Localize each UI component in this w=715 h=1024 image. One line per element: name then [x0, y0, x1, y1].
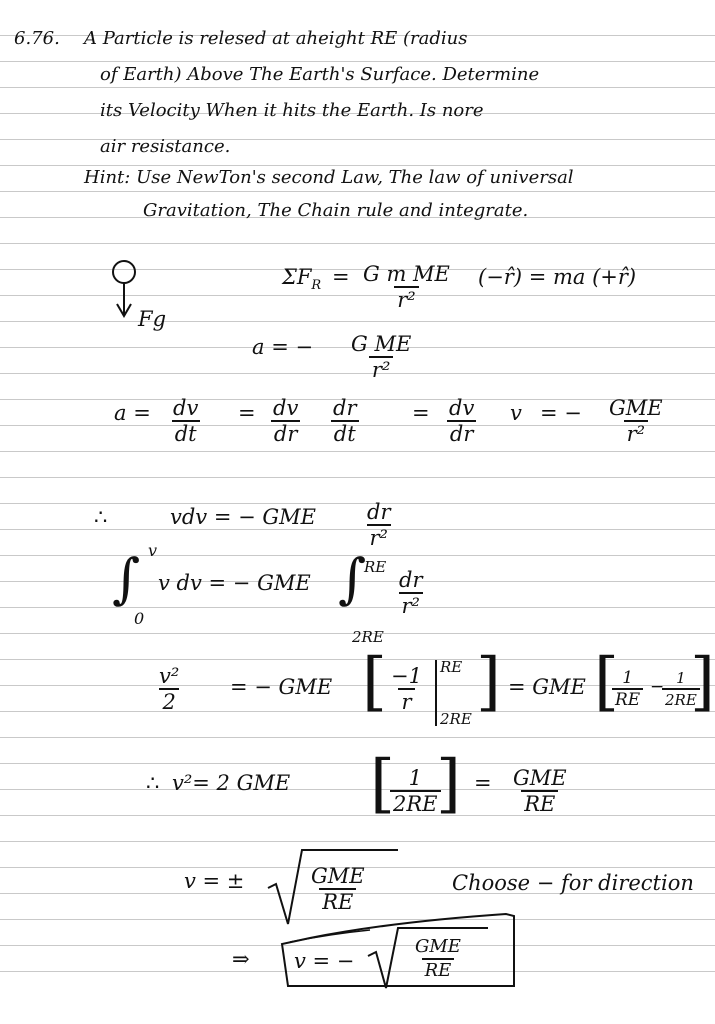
force-label: Fg [138, 307, 167, 331]
chain-gme-fraction [606, 396, 666, 446]
chain-dt2: dt [331, 420, 359, 446]
choose-note: Choose − for direction [452, 871, 694, 895]
integral-sign-left: ∫ [112, 547, 141, 610]
chain-a: a = [114, 401, 151, 425]
integral-lower-limit-right: 2RE [352, 628, 384, 646]
integral-dr-fraction [396, 568, 425, 618]
integral-lhs: v dv = − GME [158, 571, 311, 595]
v-plus-minus: v = ± [184, 869, 245, 893]
v2-eq2: = GME [508, 675, 586, 699]
chain-eq2: = [412, 401, 430, 425]
v2-denominator: 2 [159, 688, 178, 714]
chain-dv2: dv [273, 396, 299, 420]
integral-upper-limit-left: v [148, 541, 158, 560]
bracket2-num-2: 1 [676, 669, 686, 687]
bracket-denominator: r [398, 688, 414, 714]
hint-line-1: Hint: Use NewTon's second Law, The law of universal [84, 167, 574, 188]
newton-rhs: (−r̂) = ma (+r̂) [478, 265, 637, 289]
sqrt-fraction-2 [412, 936, 464, 982]
evaluation-bar [434, 660, 438, 730]
chain-dr2: dr [333, 396, 357, 420]
v2-result: v²= 2 GME [172, 771, 291, 795]
problem-line-1: A Particle is relesed at aheight RE (radius [84, 28, 468, 49]
hint-line-2: Gravitation, The Chain rule and integrate. [143, 200, 529, 221]
integral-r2: r² [399, 592, 423, 618]
result-fraction-2 [510, 766, 570, 816]
sqrt-denominator-2: RE [422, 958, 455, 982]
bracket2-fraction-1 [612, 668, 643, 710]
bracket-close-1: ] [476, 645, 501, 719]
bracket2-num-1: 1 [622, 668, 634, 688]
sum-forces-subscript: R [311, 278, 322, 294]
chain-dv3: dv [449, 396, 475, 420]
bracket-open-2: [ [594, 645, 619, 719]
separated-equation: vdv = − GME [170, 505, 316, 529]
chain-dt: dt [172, 420, 200, 446]
acceleration-denominator: r² [369, 356, 393, 382]
sum-forces-symbol: ΣF [282, 265, 312, 289]
bracket2-den-2: 2RE [662, 688, 700, 710]
result-eq: = [474, 771, 492, 795]
result-fraction [390, 766, 441, 816]
acceleration-fraction [348, 332, 414, 382]
chain-dvdt [170, 396, 201, 446]
therefore-symbol-2: ∴ [146, 771, 160, 795]
acceleration-lhs: a = − [252, 335, 314, 359]
chain-dr3: dr [447, 420, 476, 446]
chain-dr: dr [271, 420, 300, 446]
integral-sign-right: ∫ [338, 547, 367, 610]
chain-dvdr2 [446, 396, 477, 446]
chain-gme: GME [609, 396, 663, 420]
therefore-symbol: ∴ [94, 505, 108, 529]
eval-lower: 2RE [440, 710, 472, 728]
sqrt-numerator-1: GME [311, 864, 365, 888]
sqrt-denominator-1: RE [319, 888, 356, 914]
problem-line-4: air resistance. [100, 136, 231, 157]
acceleration-numerator: G ME [351, 332, 412, 356]
separated-dr: dr [367, 500, 391, 524]
sqrt-numerator-2: GME [415, 936, 461, 957]
gravity-fraction [360, 262, 453, 312]
bracket-close-2: ] [690, 645, 715, 719]
result2-denominator: RE [521, 790, 558, 816]
integral-dr: dr [399, 568, 423, 592]
bracket-open-1: [ [362, 645, 387, 719]
chain-dv: dv [173, 396, 199, 420]
result-denominator: 2RE [390, 790, 441, 816]
bracket-open-3: [ [370, 747, 395, 821]
implies-arrow: ⇒ [232, 947, 250, 971]
separated-r2: r² [367, 524, 391, 550]
chain-dvdr [270, 396, 301, 446]
integral-upper-limit-right: RE [364, 558, 387, 576]
chain-r2: r² [624, 420, 648, 446]
bracket-numerator: −1 [391, 664, 422, 688]
separated-dr-fraction [364, 500, 393, 550]
eval-upper: RE [440, 658, 463, 676]
bracket-close-3: ] [436, 747, 461, 821]
integral-lower-limit-left: 0 [134, 609, 145, 628]
final-v: v = − [294, 949, 355, 973]
bracket2-den-1: RE [612, 688, 643, 710]
v2-half-fraction [156, 664, 182, 714]
equals-sign: = [332, 265, 350, 289]
chain-eq3: = − [540, 401, 582, 425]
result2-numerator: GME [513, 766, 567, 790]
problem-number: 6.76. [14, 28, 60, 49]
gravity-numerator: G m ME [363, 262, 450, 286]
result-numerator: 1 [408, 766, 422, 790]
v2-eq: = − GME [230, 675, 333, 699]
chain-drdt [330, 396, 359, 446]
sum-forces [282, 266, 321, 297]
page-bottom-margin [0, 990, 715, 1024]
chain-eq: = [238, 401, 256, 425]
chain-v: v [510, 401, 522, 425]
problem-line-2: of Earth) Above The Earth's Surface. Determine [100, 64, 540, 85]
gravity-denominator: r² [394, 286, 418, 312]
v2-numerator: v² [159, 664, 180, 688]
bracket-fraction [388, 664, 425, 714]
bracket2-minus: − [650, 677, 665, 697]
problem-line-3: its Velocity When it hits the Earth. Is nore [100, 100, 484, 121]
